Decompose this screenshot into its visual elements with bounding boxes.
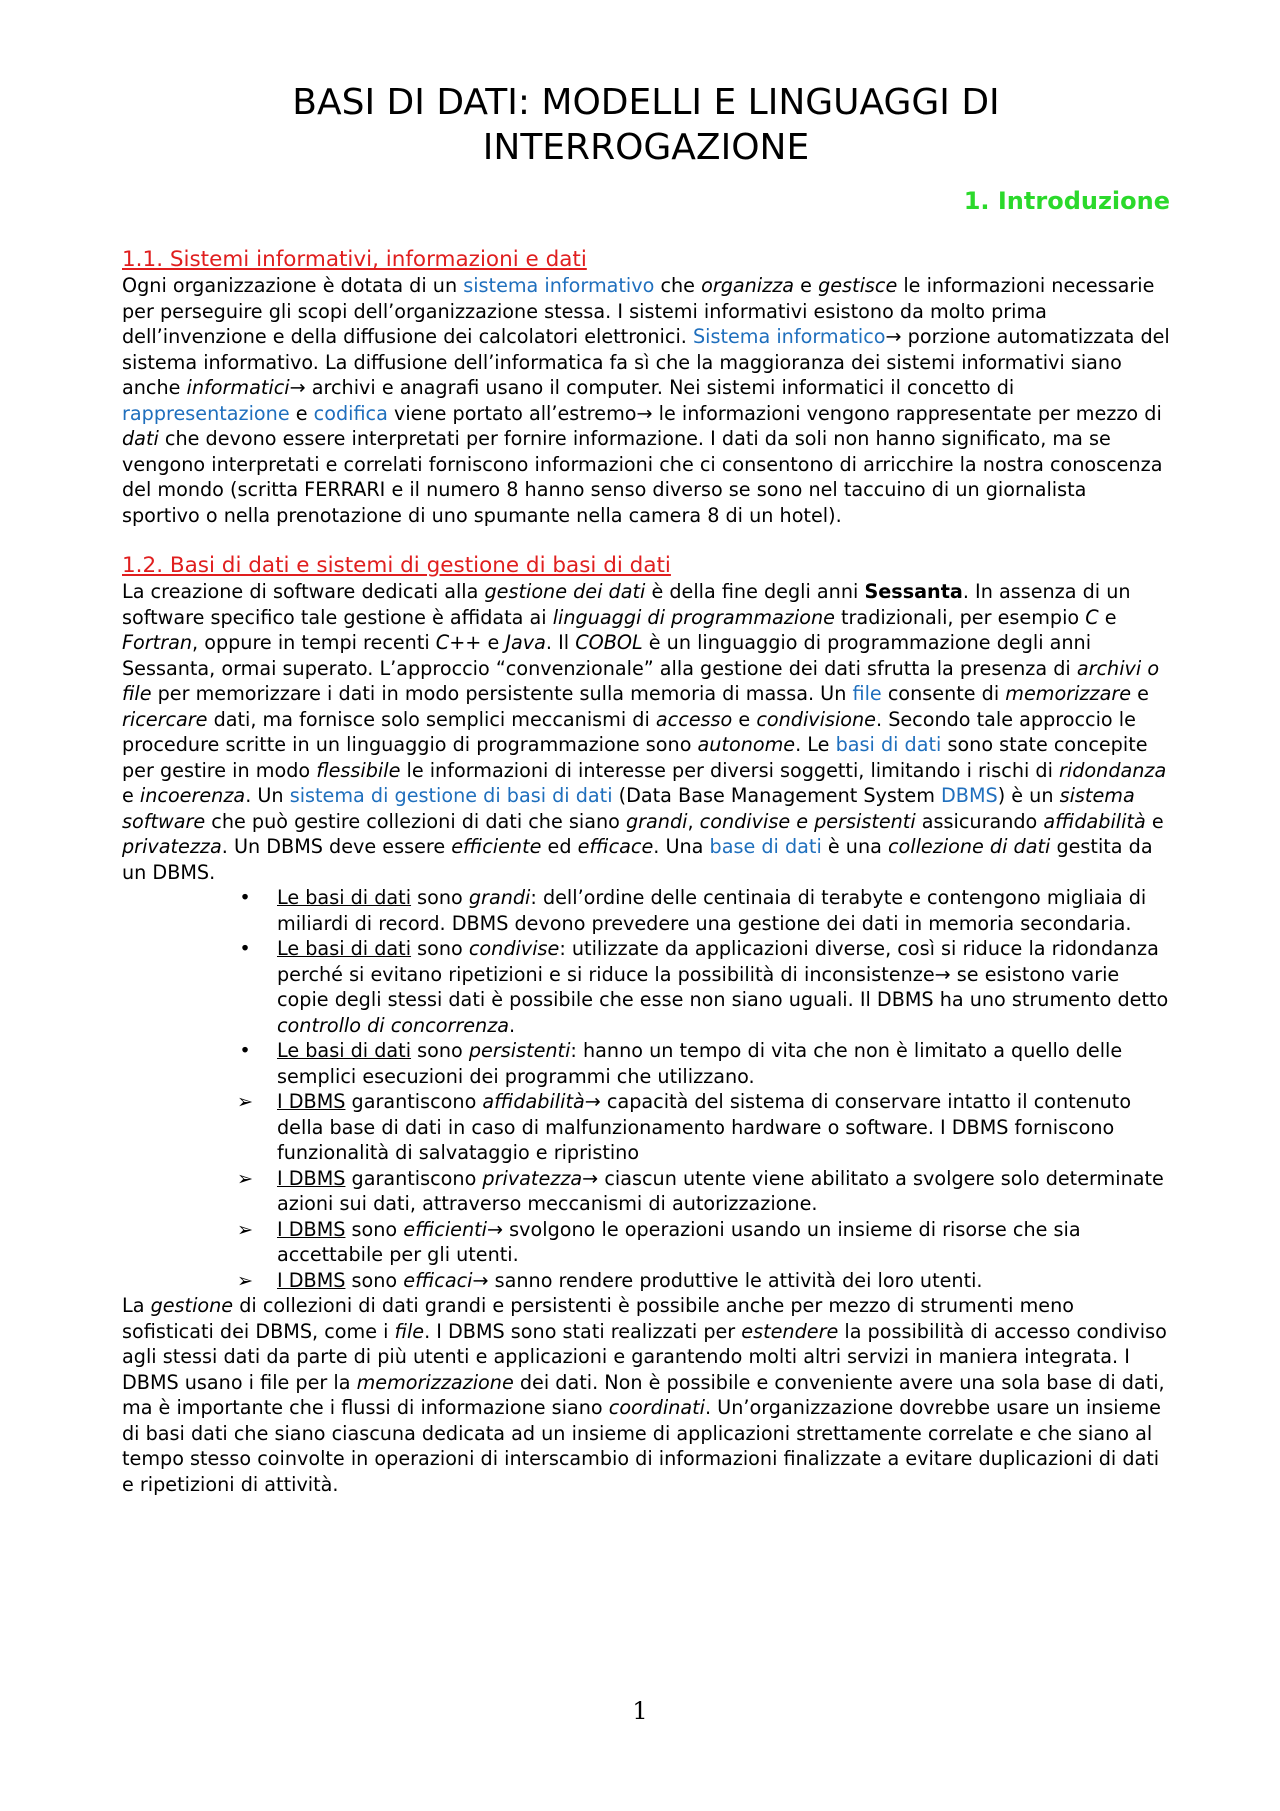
text-run: assicurando	[915, 809, 1044, 833]
arrow-bullet-icon: ➢	[236, 1166, 254, 1190]
italic-text: COBOL	[575, 631, 643, 654]
text-run: è una	[821, 835, 888, 858]
text-run: . Secondo tale approccio le procedure scritte in un linguaggio di programmazione sono	[122, 707, 1136, 756]
text-run: garantiscono	[345, 1090, 483, 1113]
text-run: sono	[345, 1268, 404, 1292]
text-run: tradizionali, per esempio	[834, 605, 1086, 629]
italic-text: condivise	[468, 937, 560, 960]
text-run: dati, ma fornisce solo semplici meccanismi di	[207, 707, 656, 731]
section-heading-1-1: 1.1. Sistemi informativi, informazioni e dati	[122, 247, 587, 272]
italic-text: linguaggi di programmazione	[552, 605, 835, 629]
highlighted-term: sistema informativo	[463, 274, 655, 297]
text-run: → capacità del sistema di conservare intatto il contenuto della base di dati in caso di malfunzionamento hardware o software. I DBMS forniscono funzionalità di salvataggio e ripristino	[277, 1090, 1132, 1164]
text-run: ed	[541, 835, 578, 858]
text-run: . In assenza di un software specifico tale gestione è affidata ai	[122, 580, 1131, 629]
section-1-1-paragraph	[122, 273, 1170, 528]
text-run: → svolgono le operazioni usando un insieme di risorse che sia accettabile per gli utenti.	[277, 1217, 1081, 1266]
italic-text: archivi o file	[122, 656, 1160, 705]
text-run: . Un DBMS deve essere	[221, 835, 452, 858]
italic-text: dati	[122, 427, 159, 450]
italic-text: gestione	[150, 1294, 234, 1317]
highlighted-term: sistema di gestione di basi di dati	[289, 784, 613, 807]
text-run: che	[654, 274, 702, 297]
underlined-subject: Le basi di dati	[277, 886, 412, 909]
text-run: → porzione automatizzata del sistema informativo. La diffusione dell’informatica fa sì che la maggioranza dei sistemi informativi siano anche	[122, 325, 1170, 399]
italic-text: sistema software	[122, 784, 1135, 833]
text-run: e	[1098, 605, 1117, 629]
text-run: . Il	[545, 631, 576, 654]
text-run: . Un	[245, 784, 290, 807]
underlined-subject: I DBMS	[277, 1268, 346, 1292]
bullet-item	[239, 885, 1170, 936]
text-run: → ciascun utente viene abilitato a svolgere solo determinate azioni sui dati, attraverso meccanismi di autorizzazione.	[277, 1166, 1164, 1215]
text-run: : hanno un tempo di vita che non è limitato a quello delle semplici esecuzioni dei programmi che utilizzano.	[277, 1039, 1123, 1088]
italic-text: gestisce	[818, 274, 898, 297]
italic-text: affidabilità	[1043, 809, 1146, 833]
highlighted-term: DBMS	[941, 784, 998, 807]
italic-text: accesso	[655, 707, 733, 731]
page-number: 1	[632, 1697, 648, 1725]
italic-text: gestione dei dati	[484, 580, 646, 603]
text-run: viene portato all’estremo→ le informazioni vengono rappresentate per mezzo di	[387, 401, 1162, 425]
text-run: dei dati. Non è possibile e conveniente avere una sola base di dati, ma è importante che i flussi di informazione siano	[122, 1370, 1165, 1419]
italic-text: affidabilità	[482, 1090, 585, 1113]
arrow-bullet-icon: ➢	[236, 1217, 254, 1241]
text-run: e	[481, 631, 506, 654]
section-heading-1-2: 1.2. Basi di dati e sistemi di gestione di basi di dati	[122, 553, 671, 578]
italic-text: file	[394, 1319, 425, 1343]
text-run: sono	[411, 1039, 469, 1062]
bullet-item	[239, 1038, 1170, 1089]
underlined-subject: I DBMS	[277, 1090, 346, 1113]
text-run: e	[732, 707, 757, 731]
text-run: .	[509, 1013, 516, 1037]
text-run: → sanno rendere produttive le attività dei loro utenti.	[472, 1268, 983, 1292]
text-run: è un linguaggio di programmazione degli anni Sessanta, ormai superato. L’approccio “convenzionale” alla gestione dei dati sfrutta la presenza di	[122, 631, 1092, 680]
highlighted-term: file	[852, 682, 882, 705]
text-run: le informazioni necessarie per perseguire gli scopi dell’organizzazione stessa. I sistemi informativi esistono da molto prima dell’invenzione e della diffusione dei calcolatori elettronici.	[122, 274, 1155, 348]
highlighted-term: rappresentazione	[122, 401, 290, 425]
italic-text: C++	[435, 631, 482, 654]
italic-text: privatezza	[122, 835, 222, 858]
italic-text: efficienti	[403, 1217, 487, 1241]
italic-text: memorizzare	[1005, 682, 1132, 705]
text-run: garantiscono	[345, 1166, 483, 1190]
bullet-dot-icon: •	[239, 1039, 251, 1062]
text-run: consente di	[881, 682, 1006, 705]
text-run: e	[1131, 682, 1149, 705]
text-run: è della fine degli anni	[645, 580, 865, 603]
text-run: Ogni organizzazione è dotata di un	[122, 274, 464, 297]
text-run: : utilizzate da applicazioni diverse, così si riduce la ridondanza perché si evitano ripetizioni e si riduce la possibilità di inconsistenze→ se esistono varie copie degli stessi dati è possibile che esse non siano uguali. Il DBMS ha uno strumento detto	[277, 937, 1169, 1011]
text-run: che devono essere interpretati per fornire informazione. I dati da soli non hanno significato, ma se vengono interpretati e correlati forniscono informazioni che ci consentono di arricchire la nostra conoscenza del mondo (scritta FERRARI e il numero 8 hanno senso diverso se sono nel taccuino di un giornalista sportivo o nella prenotazione di uno spumante nella camera 8 di un hotel).	[122, 427, 1163, 527]
text-run: e	[122, 784, 140, 807]
text-run: La creazione di software dedicati alla	[122, 580, 485, 603]
italic-text: persistenti	[468, 1039, 571, 1062]
italic-text: grandi	[625, 809, 688, 833]
text-run: ) è un	[997, 784, 1060, 807]
text-run: e	[794, 274, 819, 297]
highlighted-term: codifica	[313, 401, 388, 425]
italic-text: grandi	[468, 886, 531, 909]
underlined-subject: Le basi di dati	[277, 937, 412, 960]
italic-text: efficiente	[451, 835, 542, 858]
italic-text: efficaci	[403, 1268, 473, 1292]
text-run: : dell’ordine delle centinaia di terabyte e contengono migliaia di miliardi di record. DBMS devono prevedere una gestione dei dati in memoria secondaria.	[277, 886, 1147, 935]
highlighted-term: Sistema informatico	[692, 325, 886, 348]
text-run: gestita da un DBMS.	[122, 835, 1153, 884]
italic-text: efficace	[577, 835, 654, 858]
bold-text: Sessanta	[864, 580, 963, 603]
italic-text: autonome	[697, 733, 796, 756]
italic-text: estendere	[741, 1319, 839, 1343]
highlighted-term: base di dati	[709, 835, 822, 858]
bullet-item	[239, 936, 1170, 1038]
bullet-dot-icon: •	[239, 937, 251, 960]
text-run: . Una	[653, 835, 710, 858]
text-run: , oppure in tempi recenti	[192, 631, 436, 654]
page-content	[122, 80, 1170, 1497]
text-run: . Le	[795, 733, 836, 756]
text-run: per memorizzare i dati in modo persistente sulla memoria di massa. Un	[151, 682, 853, 705]
italic-text: memorizzazione	[356, 1370, 514, 1394]
italic-text: C	[1085, 605, 1099, 629]
text-run: che può gestire collezioni di dati che siano	[205, 809, 626, 833]
bullet-item	[236, 1089, 1170, 1166]
italic-text: privatezza	[482, 1166, 583, 1190]
bullet-item	[236, 1217, 1170, 1268]
italic-text: Java	[505, 631, 546, 654]
italic-text: controllo di concorrenza	[277, 1013, 510, 1037]
text-run: La	[122, 1294, 151, 1317]
arrow-bullet-icon: ➢	[236, 1268, 254, 1292]
italic-text: coordinati	[608, 1396, 705, 1419]
text-run: sono state concepite per gestire in modo	[122, 733, 1148, 782]
chapter-heading: 1. Introduzione	[963, 187, 1170, 215]
underlined-subject: I DBMS	[277, 1166, 346, 1190]
text-run: ,	[687, 809, 700, 833]
text-run: e	[289, 401, 314, 425]
underlined-subject: Le basi di dati	[277, 1039, 412, 1062]
italic-text: condivisione	[756, 707, 876, 731]
bullet-dot-icon: •	[239, 886, 251, 909]
text-run: → archivi e anagrafi usano il computer. Nei sistemi informatici il concetto di	[289, 376, 1015, 399]
text-run: la possibilità di accesso condiviso agli stessi dati da parte di più utenti e applicazioni e garantendo molti altri servizi in maniera integrata. I DBMS usano i file per la	[122, 1319, 1167, 1394]
arrow-bullet-icon: ➢	[236, 1090, 254, 1113]
text-run: sono	[411, 937, 469, 960]
bullet-item	[236, 1268, 1170, 1294]
title-line-2: INTERROGAZIONE	[482, 127, 810, 168]
italic-text: condivise e persistenti	[699, 809, 916, 833]
underlined-subject: I DBMS	[277, 1217, 346, 1241]
italic-text: flessibile	[316, 758, 401, 782]
text-run: sono	[411, 886, 469, 909]
italic-text: incoerenza	[139, 784, 246, 807]
italic-text: collezione di dati	[887, 835, 1051, 858]
text-run: e	[1145, 809, 1164, 833]
highlighted-term: basi di dati	[835, 733, 942, 756]
text-run: . I DBMS sono stati realizzati per	[424, 1319, 742, 1343]
italic-text: informatici	[186, 376, 290, 399]
title-line-1: BASI DI DATI: MODELLI E LINGUAGGI DI	[292, 82, 1000, 123]
bullet-item	[236, 1166, 1170, 1217]
text-run: . Un’organizzazione dovrebbe usare un insieme di basi dati che siano ciascuna dedicata ad un insieme di applicazioni strettamente correlate e che siano al tempo stesso coinvolte in operazioni di interscambio di informazioni finalizzate a evitare duplicazioni di dati e ripetizioni di attività.	[122, 1396, 1161, 1496]
text-run: le informazioni di interesse per diversi soggetti, limitando i rischi di	[400, 758, 1060, 782]
text-run: (Data Base Management System	[612, 784, 941, 807]
italic-text: organizza	[701, 274, 795, 297]
section-1-2-closing-paragraph	[122, 1293, 1170, 1497]
italic-text: Fortran	[122, 631, 192, 654]
text-run: sono	[345, 1217, 404, 1241]
feature-bullet-list	[122, 885, 1170, 1293]
italic-text: ridondanza	[1059, 758, 1167, 782]
italic-text: ricercare	[122, 707, 208, 731]
section-1-2-paragraph	[122, 579, 1170, 885]
text-run: di collezioni di dati grandi e persistenti è possibile anche per mezzo di strumenti meno sofisticati dei DBMS, come i	[122, 1294, 1075, 1343]
document-title	[122, 80, 1170, 170]
